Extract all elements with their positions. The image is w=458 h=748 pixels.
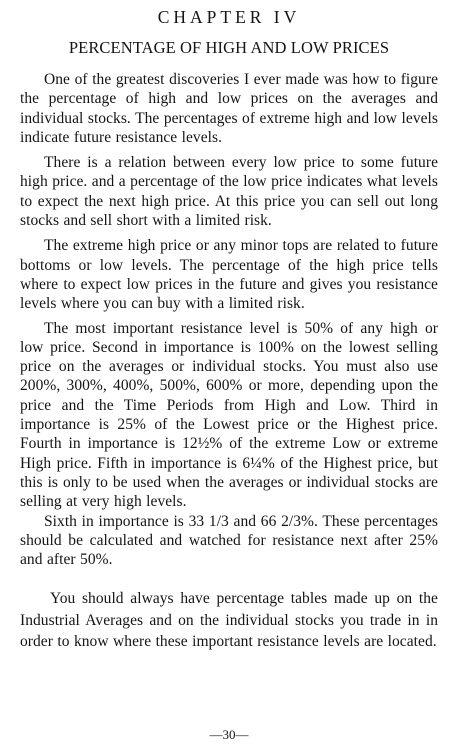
page-number: —30— bbox=[209, 727, 249, 742]
paragraph: One of the greatest discoveries I ever made was how to figure the percentage of high and low prices on the averages and individual stocks. The percentages of extreme high and low levels indicate future resistance levels. bbox=[20, 71, 438, 146]
chapter-heading: CHAPTER IV bbox=[157, 7, 301, 27]
body-text bbox=[20, 70, 438, 652]
paragraph: The most important resistance level is 50% of any high or low price. Second in importance is 100% on the lowest selling price on the averages or individual stocks. You must also use 200%, 300%, 400%, 500%, 600% or more, depending upon the price and the Time Periods from High and Low. Third in importance is 25% of the Lowest price or the Highest price. Fourth in importance is 12½% of the extreme Low or extreme High price. Fifth in importance is 6¼% of the Highest price, but this is only to be used when the averages or individual stocks are selling at very high levels. bbox=[20, 319, 438, 511]
paragraph: The extreme high price or any minor tops are related to future bottoms or low levels. The percentage of the high price tells where to expect low prices in the future and gives you resistance levels where you can buy with a limited risk. bbox=[20, 237, 438, 313]
paragraph: There is a relation between every low price to some future high price. and a percentage of the low price indicates what levels to expect the next high price. At this price you can sell out long stocks and sell short with a limited risk. bbox=[20, 154, 438, 230]
paragraph: You should always have percentage tables made up on the Industrial Averages and on the individual stocks you trade in in order to know where these important resistance levels are located. bbox=[20, 590, 438, 651]
paragraph: Sixth in importance is 33 1/3 and 66 2/3%. These percentages should be calculated and watched for resistance next after 25% and after 50%. bbox=[20, 512, 438, 569]
section-title: PERCENTAGE OF HIGH AND LOW PRICES bbox=[68, 38, 390, 57]
